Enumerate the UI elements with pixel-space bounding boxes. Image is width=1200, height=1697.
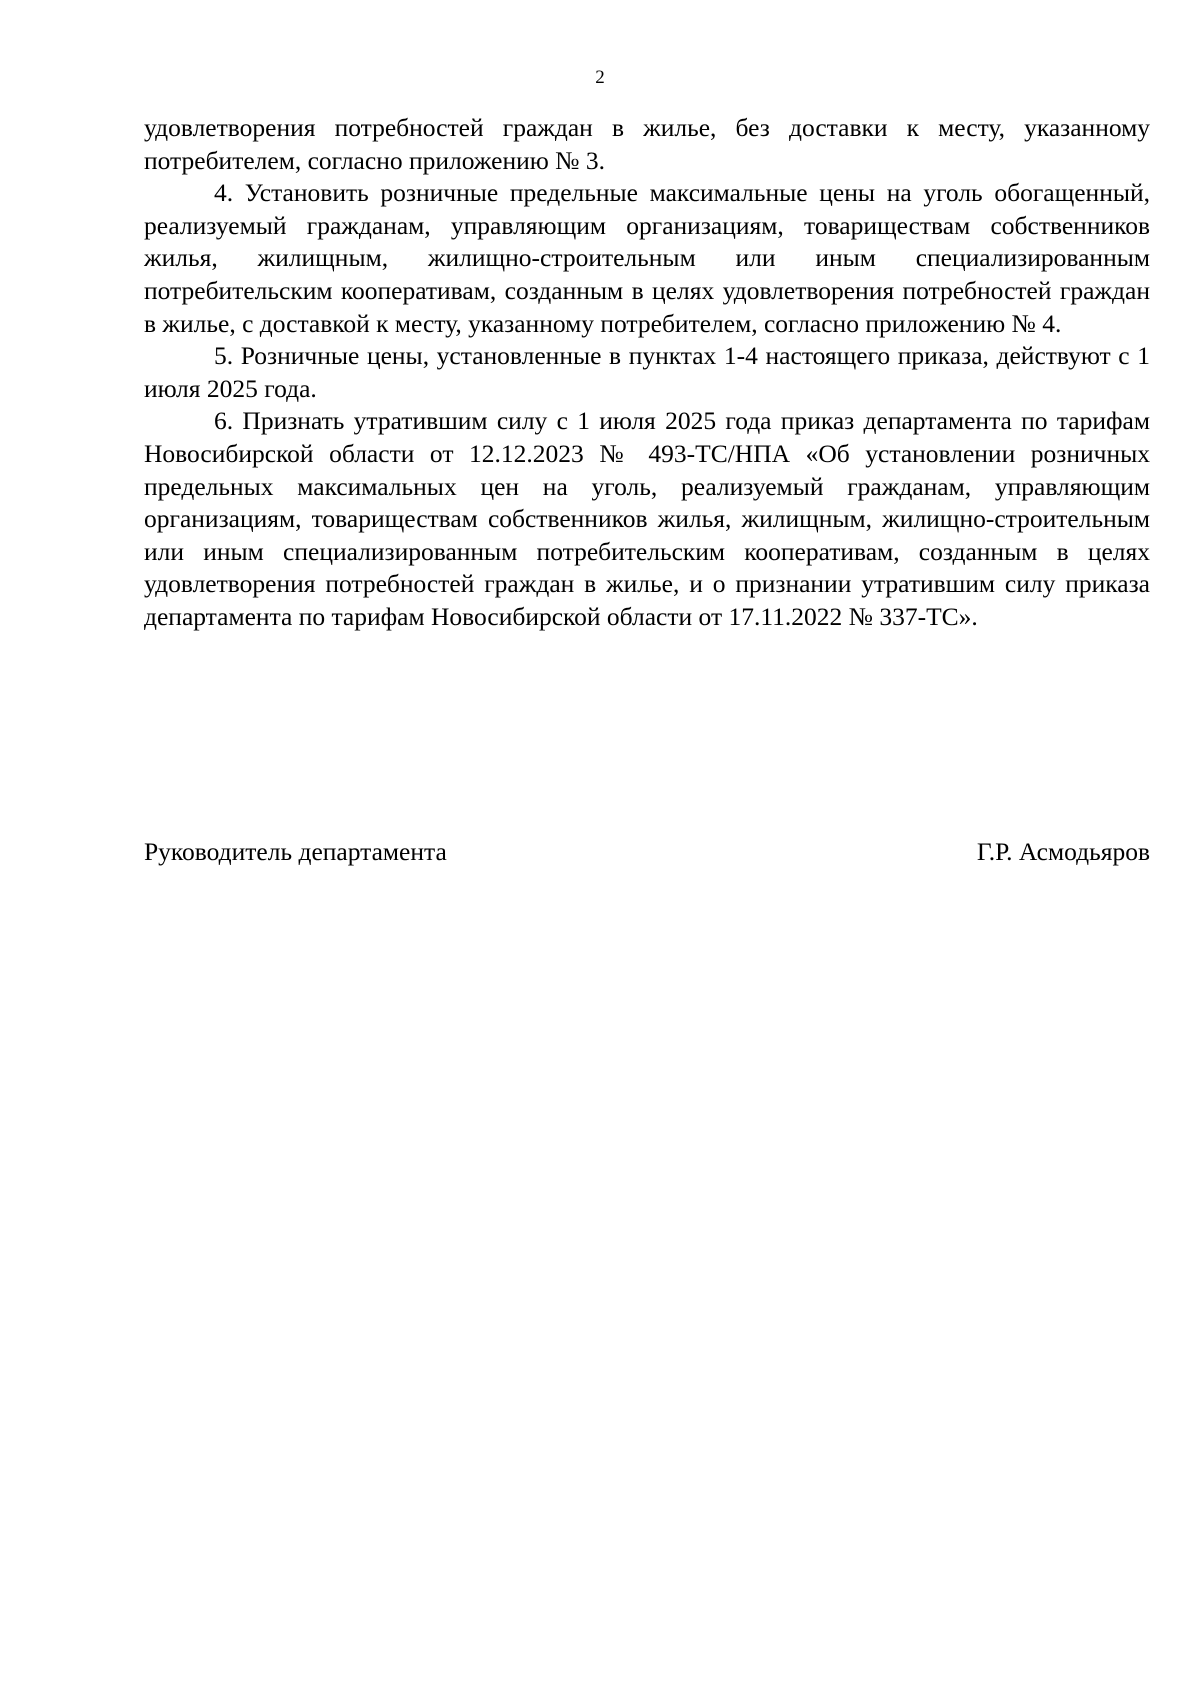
document-body [144, 112, 1150, 634]
signatory-title: Руководитель департамента [144, 837, 447, 866]
paragraph-item-5: 5. Розничные цены, установленные в пунктах 1-4 настоящего приказа, действуют с 1 июля 2025 года. [144, 341, 1150, 403]
signatory-name: Г.Р. Асмодьяров [976, 837, 1150, 866]
paragraph-item-4: 4. Установить розничные предельные максимальные цены на уголь обогащенный, реализуемый гражданам, управляющим организациям, товариществам собственников жилья, жилищным, жилищно-строительным или иным специализированным потребительским кооперативам, созданным в целях удовлетворения потребностей граждан в жилье, с доставкой к месту, указанному потребителем, согласно приложению № 4. [144, 178, 1150, 338]
page-number: 2 [595, 67, 605, 88]
paragraph-continuation: удовлетворения потребностей граждан в жилье, без доставки к месту, указанному потребителем, согласно приложению № 3. [144, 113, 1150, 175]
paragraph-item-6: 6. Признать утратившим силу с 1 июля 2025 года приказ департамента по тарифам Новосибирской области от 12.12.2023 № 493-ТС/НПА «Об установлении розничных предельных максимальных цен на уголь, реализуемый гражданам, управляющим организациям, товариществам собственников жилья, жилищным, жилищно-строительным или иным специализированным потребительским кооперативам, созданным в целях удовлетворения потребностей граждан в жилье, и о признании утратившим силу приказа департамента по тарифам Новосибирской области от 17.11.2022 № 337-ТС». [144, 406, 1150, 631]
